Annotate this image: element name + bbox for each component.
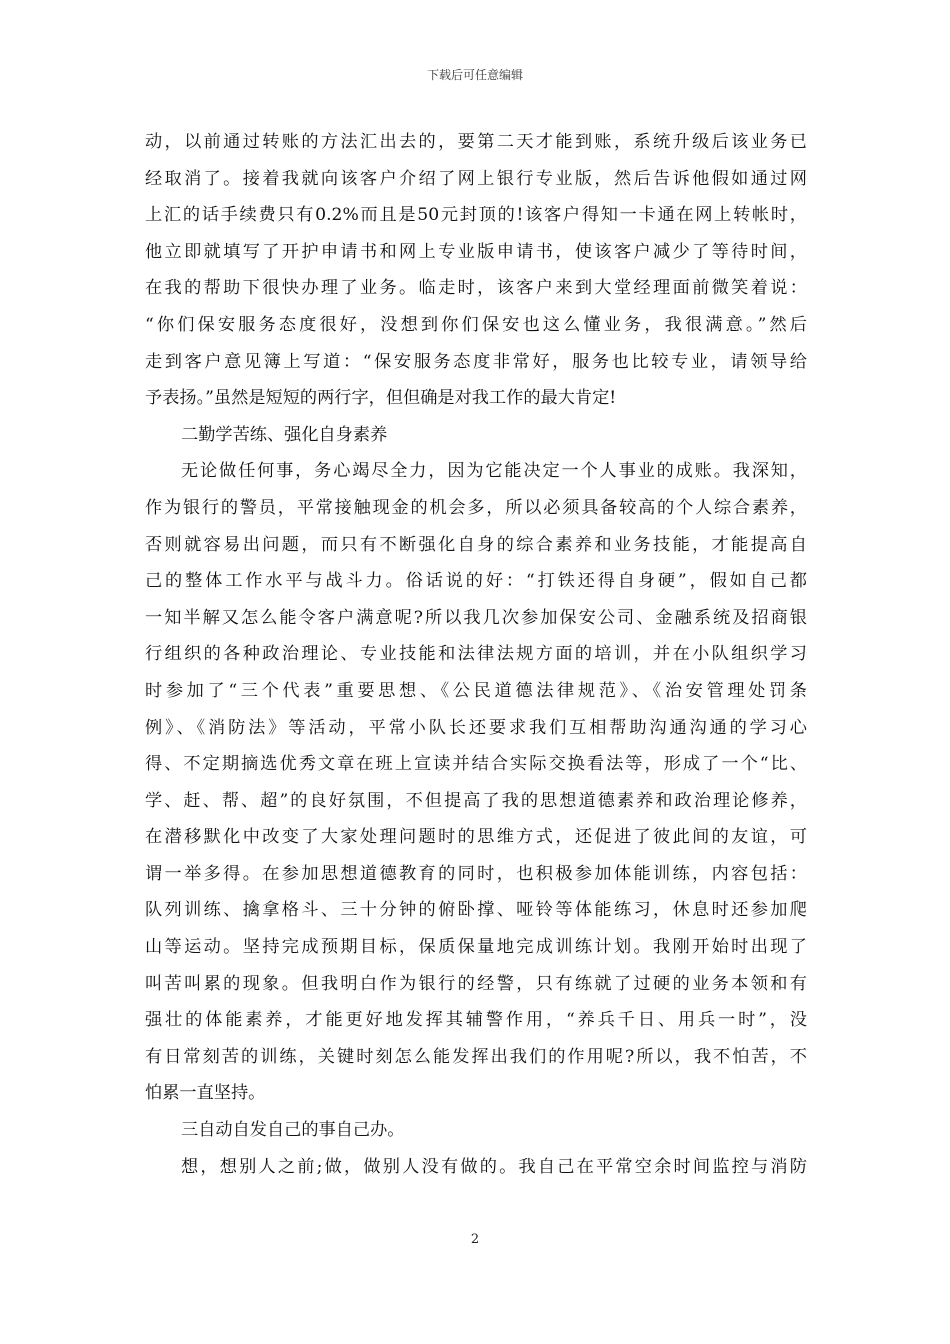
text-line: 上汇的话手续费只有0.2%而且是50元封顶的!该客户得知一卡通在网上转帐时，: [145, 205, 807, 226]
text-line: 强壮的体能素养，才能更好地发挥其辅警作用，“养兵千日、用兵一时”，没: [145, 1010, 807, 1031]
text-line: 有日常刻苦的训练，关键时刻怎么能发挥出我们的作用呢?所以，我不怕苦，不: [145, 1046, 807, 1067]
text-line: 行组织的各种政治理论、专业技能和法律法规方面的培训，并在小队组织学习: [145, 644, 807, 665]
text-line: 想，想别人之前;做，做别人没有做的。我自己在平常空余时间监控与消防: [181, 1156, 807, 1177]
page-number: 2: [470, 1232, 480, 1247]
text-line: 谓一举多得。在参加思想道德教育的同时，也积极参加体能训练，内容包括：: [145, 863, 807, 884]
text-line: 时参加了“三个代表”重要思想、《公民道德法律规范》、《治安管理处罚条: [145, 680, 807, 701]
text-line: 己的整体工作水平与战斗力。俗话说的好：“打铁还得自身硬”，假如自己都: [145, 571, 807, 592]
text-line: 否则就容易出问题，而只有不断强化自身的综合素养和业务技能，才能提高自: [145, 534, 807, 555]
document-body: [145, 124, 807, 1185]
text-line: 得、不定期摘选优秀文章在班上宣读并结合实际交换看法等，形成了一个“比、: [145, 754, 807, 775]
section-heading: 二勤学苦练、强化自身素养: [181, 424, 388, 445]
text-line: 予表扬。”虽然是短短的两行字，但但确是对我工作的最大肯定!: [145, 388, 617, 409]
text-line: 动，以前通过转账的方法汇出去的，要第二天才能到账，系统升级后该业务已: [145, 132, 807, 152]
text-line: 他立即就填写了开护申请书和网上专业版申请书，使该客户减少了等待时间，: [145, 241, 807, 262]
text-line: 无论做任何事，务心竭尽全力，因为它能决定一个人事业的成账。我深知，: [181, 461, 807, 482]
text-line: 作为银行的警员，平常接触现金的机会多，所以必须具备较高的个人综合素养，: [145, 497, 807, 518]
text-line: 在我的帮助下很快办理了业务。临走时，该客户来到大堂经理面前微笑着说：: [145, 278, 807, 299]
text-line: 一知半解又怎么能令客户满意呢?所以我几次参加保安公司、金融系统及招商银: [145, 607, 807, 628]
page-header: 下载后可任意编辑: [426, 68, 523, 82]
text-line: 走到客户意见簿上写道：“保安服务态度非常好，服务也比较专业，请领导给: [145, 351, 807, 372]
text-line: “你们保安服务态度很好，没想到你们保安也这么懂业务，我很满意。”然后: [145, 314, 807, 335]
text-line: 例》、《消防法》等活动，平常小队长还要求我们互相帮助沟通沟通的学习心: [145, 717, 807, 738]
text-line: 学、赶、帮、超”的良好氛围，不但提高了我的思想道德素养和政治理论修养，: [145, 790, 807, 811]
text-line: 在潜移默化中改变了大家处理问题时的思维方式，还促进了彼此间的友谊，可: [145, 827, 807, 848]
text-line: 经取消了。接着我就向该客户介绍了网上银行专业版，然后告诉他假如通过网: [145, 168, 807, 189]
text-line: 队列训练、擒拿格斗、三十分钟的俯卧撑、哑铃等体能练习，休息时还参加爬: [145, 900, 807, 921]
text-line: 山等运动。坚持完成预期目标，保质保量地完成训练计划。我刚开始时出现了: [145, 937, 807, 958]
section-heading: 三自动自发自己的事自己办。: [181, 1120, 405, 1141]
text-line: 叫苦叫累的现象。但我明白作为银行的经警，只有练就了过硬的业务本领和有: [145, 973, 807, 994]
text-line: 怕累一直坚持。: [145, 1083, 266, 1104]
